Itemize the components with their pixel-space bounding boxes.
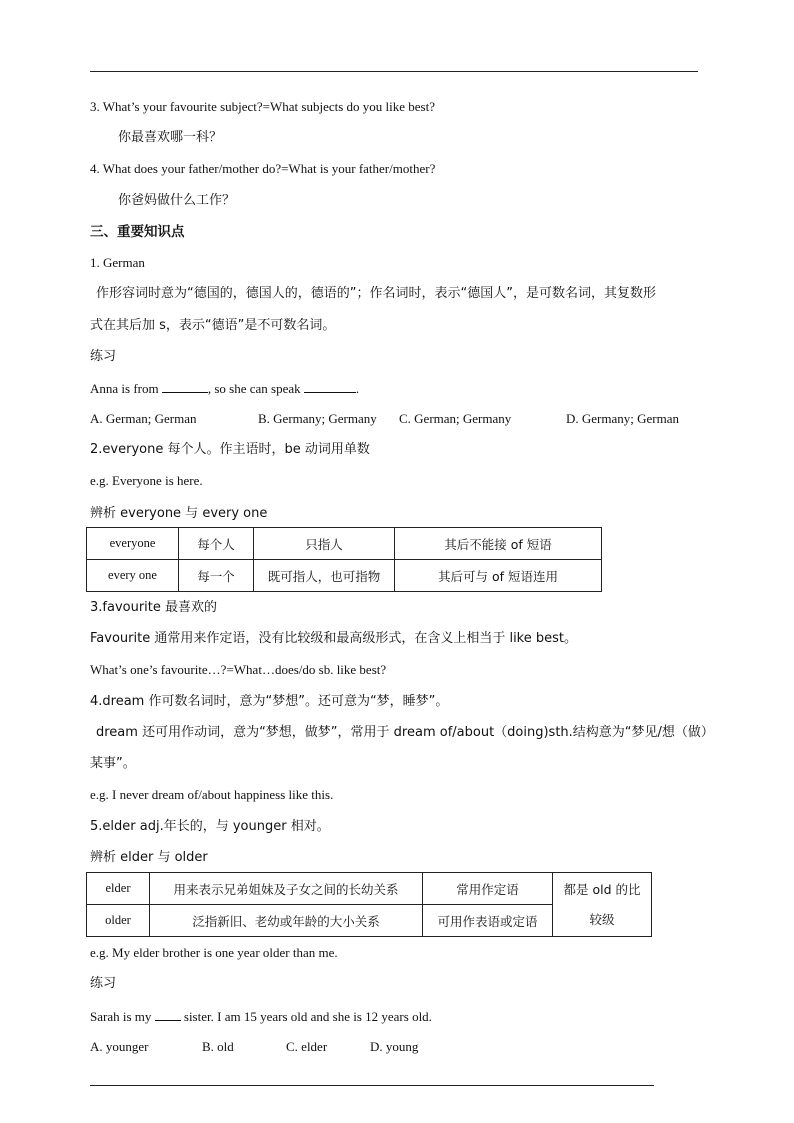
header-rule xyxy=(90,71,698,72)
answer-blank xyxy=(304,380,356,393)
table-row xyxy=(87,528,602,560)
section-title: 三、重要知识点 xyxy=(90,224,185,240)
footer-rule xyxy=(90,1085,654,1086)
q4-english: 4. What does your father/mother do?=What is your father/mother? xyxy=(90,161,436,176)
q3-chinese: 你最喜欢哪一科？ xyxy=(118,130,223,145)
table-row xyxy=(87,560,602,592)
k2-title: 2.everyone 每个人。作主语时，be 动词用单数 xyxy=(90,442,370,457)
k5-option-b: B. old xyxy=(202,1039,234,1054)
table-cell: 每一个 xyxy=(179,560,254,592)
k5-option-c: C. elder xyxy=(286,1039,328,1054)
k4-line2: 某事”。 xyxy=(90,756,136,771)
k4-example: e.g. I never dream of/about happiness like this. xyxy=(90,787,334,802)
k1-option-d: D. Germany; German xyxy=(566,411,679,426)
k5-practice-label: 练习 xyxy=(90,976,117,991)
everyone-comparison-table xyxy=(86,527,602,592)
k1-title: 1. German xyxy=(90,255,145,270)
table-cell: 都是 old 的比较级 xyxy=(553,873,652,937)
k3-line1: Favourite 通常用来作定语，没有比较级和最高级形式，在含义上相当于 like best。 xyxy=(90,631,577,646)
table-cell: 每个人 xyxy=(179,528,254,560)
table-cell: elder xyxy=(87,873,150,905)
k5-question-part-b: sister. I am 15 years old and she is 12 years old. xyxy=(180,1009,432,1024)
table-cell: everyone xyxy=(87,528,179,560)
k4-title: 4.dream 作可数名词时，意为“梦想”。还可意为“梦，睡梦”。 xyxy=(90,694,449,709)
k3-line2: What’s one’s favourite…?=What…does/do sb. like best? xyxy=(90,662,387,677)
k1-option-c: C. German; Germany xyxy=(399,411,512,426)
q3-english: 3. What’s your favourite subject?=What subjects do you like best? xyxy=(90,99,436,114)
k5-option-a: A. younger xyxy=(90,1039,149,1054)
table-cell: 常用作定语 xyxy=(423,873,553,905)
k4-line1: dream 还可用作动词，意为“梦想，做梦”，常用于 dream of/about（doing)sth.结构意为“梦见/想（做） xyxy=(96,725,714,740)
k3-title: 3.favourite 最喜欢的 xyxy=(90,600,218,615)
k1-option-a: A. German; German xyxy=(90,411,197,426)
k1-question-part-a: Anna is from xyxy=(90,381,162,396)
table-cell: 用来表示兄弟姐妹及子女之间的长幼关系 xyxy=(150,873,423,905)
table-cell: 其后不能接 of 短语 xyxy=(395,528,602,560)
k1-question-part-c: . xyxy=(355,381,360,396)
k2-compare-title xyxy=(90,505,267,522)
table-cell: 其后可与 of 短语连用 xyxy=(395,560,602,592)
k5-question-part-a: Sarah is my xyxy=(90,1009,155,1024)
table-cell: 泛指新旧、老幼或年龄的大小关系 xyxy=(150,905,423,937)
table-cell: 可用作表语或定语 xyxy=(423,905,553,937)
k5-option-d: D. young xyxy=(370,1039,419,1054)
table-cell: older xyxy=(87,905,150,937)
answer-blank xyxy=(155,1008,181,1021)
q4-chinese: 你爸妈做什么工作？ xyxy=(118,193,236,208)
k1-line2: 式在其后加 s，表示“德语”是不可数名词。 xyxy=(90,318,336,333)
table-row xyxy=(87,873,652,905)
k5-title: 5.elder adj.年长的，与 younger 相对。 xyxy=(90,819,330,834)
k1-option-b: B. Germany; Germany xyxy=(258,411,377,426)
elder-comparison-table xyxy=(86,872,652,937)
k5-question xyxy=(90,1008,432,1025)
k1-question xyxy=(90,380,359,397)
k1-question-part-b: , so she can speak xyxy=(207,381,304,396)
k2-compare-text: 辨析 everyone 与 every one xyxy=(90,506,268,521)
k5-compare-title: 辨析 elder 与 older xyxy=(90,850,208,865)
k1-line1: 作形容词时意为“德国的，德国人的，德语的”；作名词时，表示“德国人”，是可数名词，其复数形 xyxy=(96,286,656,301)
table-cell: 只指人 xyxy=(254,528,395,560)
k1-practice-label: 练习 xyxy=(90,349,117,364)
table-cell: every one xyxy=(87,560,179,592)
k5-example: e.g. My elder brother is one year older than me. xyxy=(90,945,338,960)
table-cell: 既可指人，也可指物 xyxy=(254,560,395,592)
answer-blank xyxy=(162,380,208,393)
k2-example: e.g. Everyone is here. xyxy=(90,473,203,488)
